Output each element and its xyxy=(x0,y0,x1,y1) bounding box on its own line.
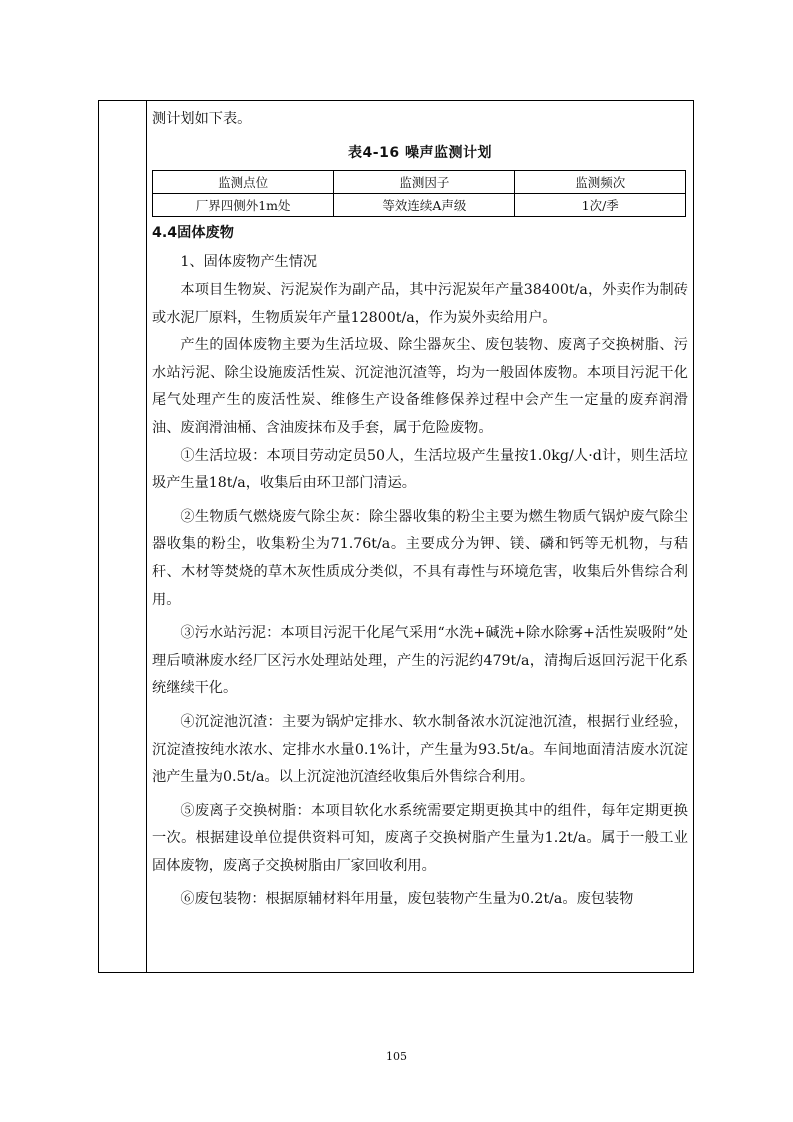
table-cell: 1次/季 xyxy=(515,194,686,217)
section-heading: 4.4固体废物 xyxy=(152,225,234,241)
table-cell: 厂界四侧外1m处 xyxy=(153,194,334,217)
noise-monitoring-table xyxy=(152,170,686,217)
table-header-cell: 监测点位 xyxy=(153,171,334,194)
table-row xyxy=(153,194,686,217)
paragraph: ⑥废包装物：根据原辅材料年用量，废包装物产生量为0.2t/a。废包装物 xyxy=(180,891,634,908)
subheading: 1、固体废物产生情况 xyxy=(180,254,318,270)
paragraph: 产生的固体废物主要为生活垃圾、除尘器灰尘、废包装物、废离子交换树脂、污水站污泥、除尘设施废活性炭、沉淀池沉渣等，均为一般固体废物。本项目污泥干化尾气处理产生的废活性炭、维修生产设备维修保养过程中会产生一定量的废弃润滑油、废润滑油桶、含油废抹布及手套，属于危险废物。 xyxy=(152,337,688,436)
intro-line: 测计划如下表。 xyxy=(152,111,252,127)
table-header-cell: 监测频次 xyxy=(515,171,686,194)
paragraph: ④沉淀池沉渣：主要为锅炉定排水、软水制备浓水沉淀池沉渣，根据行业经验，沉淀渣按纯水浓水、定排水水量0.1%计，产生量为93.5t/a。车间地面清洁废水沉淀池产生量为0.5t/a。以上沉淀池沉渣经收集后外售综合利用。 xyxy=(152,713,688,786)
table-header-row xyxy=(153,171,686,194)
page-number: 105 xyxy=(386,1050,407,1063)
table-header-cell: 监测因子 xyxy=(334,171,515,194)
frame-column-divider xyxy=(146,100,147,973)
paragraph: ②生物质气燃烧废气除尘灰：除尘器收集的粉尘主要为燃生物质气锅炉废气除尘器收集的粉尘，收集粉尘为71.76t/a。主要成分为钾、镁、磷和钙等无机物，与秸秆、木材等焚烧的草木灰性质成分类似，不具有毒性与环境危害，收集后外售综合利用。 xyxy=(152,508,688,608)
paragraph: ⑤废离子交换树脂：本项目软化水系统需要定期更换其中的组件，每年定期更换一次。根据建设单位提供资料可知，废离子交换树脂产生量为1.2t/a。属于一般工业固体废物，废离子交换树脂由厂家回收利用。 xyxy=(152,802,688,874)
paragraph: ①生活垃圾：本项目劳动定员50人，生活垃圾产生量按1.0kg/人·d计，则生活垃圾产生量18t/a，收集后由环卫部门清运。 xyxy=(152,447,688,492)
paragraph: ③污水站污泥：本项目污泥干化尾气采用“水洗+碱洗+除水除雾+活性炭吸附”处理后喷淋废水经厂区污水处理站处理，产生的污泥约479t/a，清掏后返回污泥干化系统继续干化。 xyxy=(152,625,688,697)
table-cell: 等效连续A声级 xyxy=(334,194,515,217)
paragraph: 本项目生物炭、污泥炭作为副产品，其中污泥炭年产量38400t/a，外卖作为制砖或水泥厂原料，生物质炭年产量12800t/a，作为炭外卖给用户。 xyxy=(152,282,688,326)
table-title: 表4-16 噪声监测计划 xyxy=(348,145,492,161)
document-body xyxy=(152,108,688,914)
